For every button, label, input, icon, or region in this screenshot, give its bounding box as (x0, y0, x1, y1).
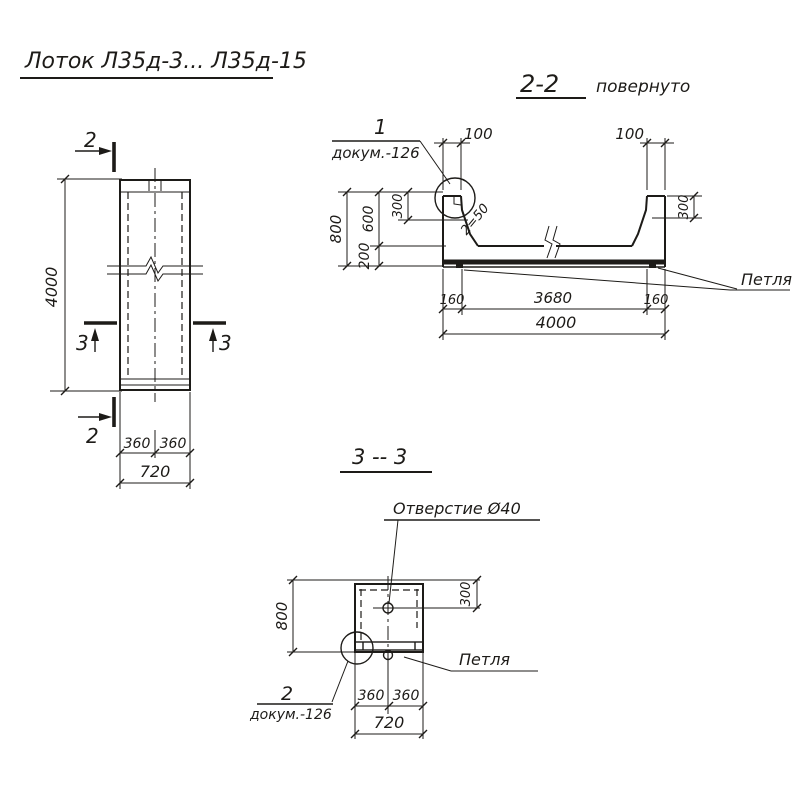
dim-800-label: 800 (327, 214, 345, 244)
plan-dims-bottom (116, 392, 194, 489)
plan-dim-4000 (42, 175, 122, 395)
break-line (545, 226, 552, 258)
dim-160-left-label: 160 (439, 293, 465, 308)
callout-1-number: 1 (374, 115, 387, 139)
dim-4000-label: 4000 (535, 313, 577, 332)
section-marker-3-left (76, 323, 117, 355)
section-3-3-dim-720-label: 720 (373, 713, 405, 732)
section-3-3-view (249, 445, 540, 739)
callout-2-doc: докум.-126 (250, 707, 332, 723)
dim-300-left-label: 300 (391, 193, 406, 219)
section-2-2-title: 2-2 (520, 70, 560, 98)
dim-300-right-label: 300 (677, 194, 692, 220)
section-arrow-right-icon (99, 413, 112, 421)
section-3-3-dim-800-label: 800 (273, 601, 291, 631)
section-marker-3-right (193, 323, 232, 355)
detail-circle-1 (435, 178, 475, 218)
section-3-3-dim-360-right-label: 360 (392, 688, 420, 704)
detail-circle-2 (341, 632, 373, 664)
wall-top-rebate (454, 196, 461, 205)
break-line (553, 226, 560, 258)
dim-100-right-label: 100 (615, 125, 644, 143)
dim-160-right-label: 160 (643, 293, 669, 308)
dim-600-label: 600 (361, 205, 377, 233)
loop-mark-left (456, 261, 463, 268)
section-marker-2-top (75, 128, 114, 172)
callout-2-number: 2 (280, 683, 294, 705)
dim-100-left-label: 100 (464, 125, 493, 143)
section-marker-2-bottom (78, 397, 114, 448)
plan-dim-360-right-label: 360 (159, 436, 187, 452)
section-marker-3-right-label: 3 (219, 331, 232, 355)
section-3-3-dim-800 (273, 576, 480, 656)
loop-label-2-2: Петля (741, 270, 793, 289)
callout-2 (249, 661, 348, 723)
section-arrow-right-icon (99, 147, 112, 155)
section-2-2-view (327, 70, 792, 340)
plan-dim-4000-label: 4000 (42, 266, 61, 308)
dim-100-right (615, 125, 674, 190)
drawing-title-block (20, 49, 307, 78)
loop-callout-3-3 (404, 650, 538, 671)
plan-view (42, 128, 232, 489)
section-marker-2-top-label: 2 (84, 128, 97, 152)
section-2-2-header (516, 70, 690, 98)
section-3-3-title: 3 -- 3 (352, 445, 408, 469)
plan-dim-720-label: 720 (139, 462, 171, 481)
section-arrow-up-icon (91, 328, 99, 341)
section-3-3-header (340, 445, 432, 472)
section-3-3-bottom-dims (351, 653, 427, 739)
section-3-3-dim-300 (459, 576, 481, 612)
dim-3680-label: 3680 (533, 289, 573, 307)
section-2-2-left-dims (327, 188, 468, 270)
loop-label-3-3: Петля (459, 650, 511, 669)
slope-label: 2=50 (458, 201, 493, 239)
loop-callout-2-2 (464, 268, 792, 290)
section-2-2-bottom-dims (439, 269, 669, 340)
section-marker-3-left-label: 3 (76, 331, 89, 355)
dim-200-label: 200 (357, 242, 373, 270)
section-3-3-dim-300-label: 300 (459, 581, 474, 607)
page-title: Лоток Л35д-3... Л35д-15 (25, 49, 307, 74)
section-2-2-note: повернуто (596, 77, 691, 97)
plan-dim-360-left-label: 360 (123, 436, 151, 452)
inner-face-right (632, 196, 647, 246)
hole-label: Отверстие Ø40 (393, 499, 521, 518)
section-arrow-up-icon (209, 328, 217, 341)
section-marker-2-bottom-label: 2 (86, 424, 99, 448)
bottom-strip (355, 642, 423, 650)
callout-1-doc: докум.-126 (332, 144, 420, 162)
loop-mark-right (649, 261, 656, 268)
section-3-3-dim-360-left-label: 360 (357, 688, 385, 704)
